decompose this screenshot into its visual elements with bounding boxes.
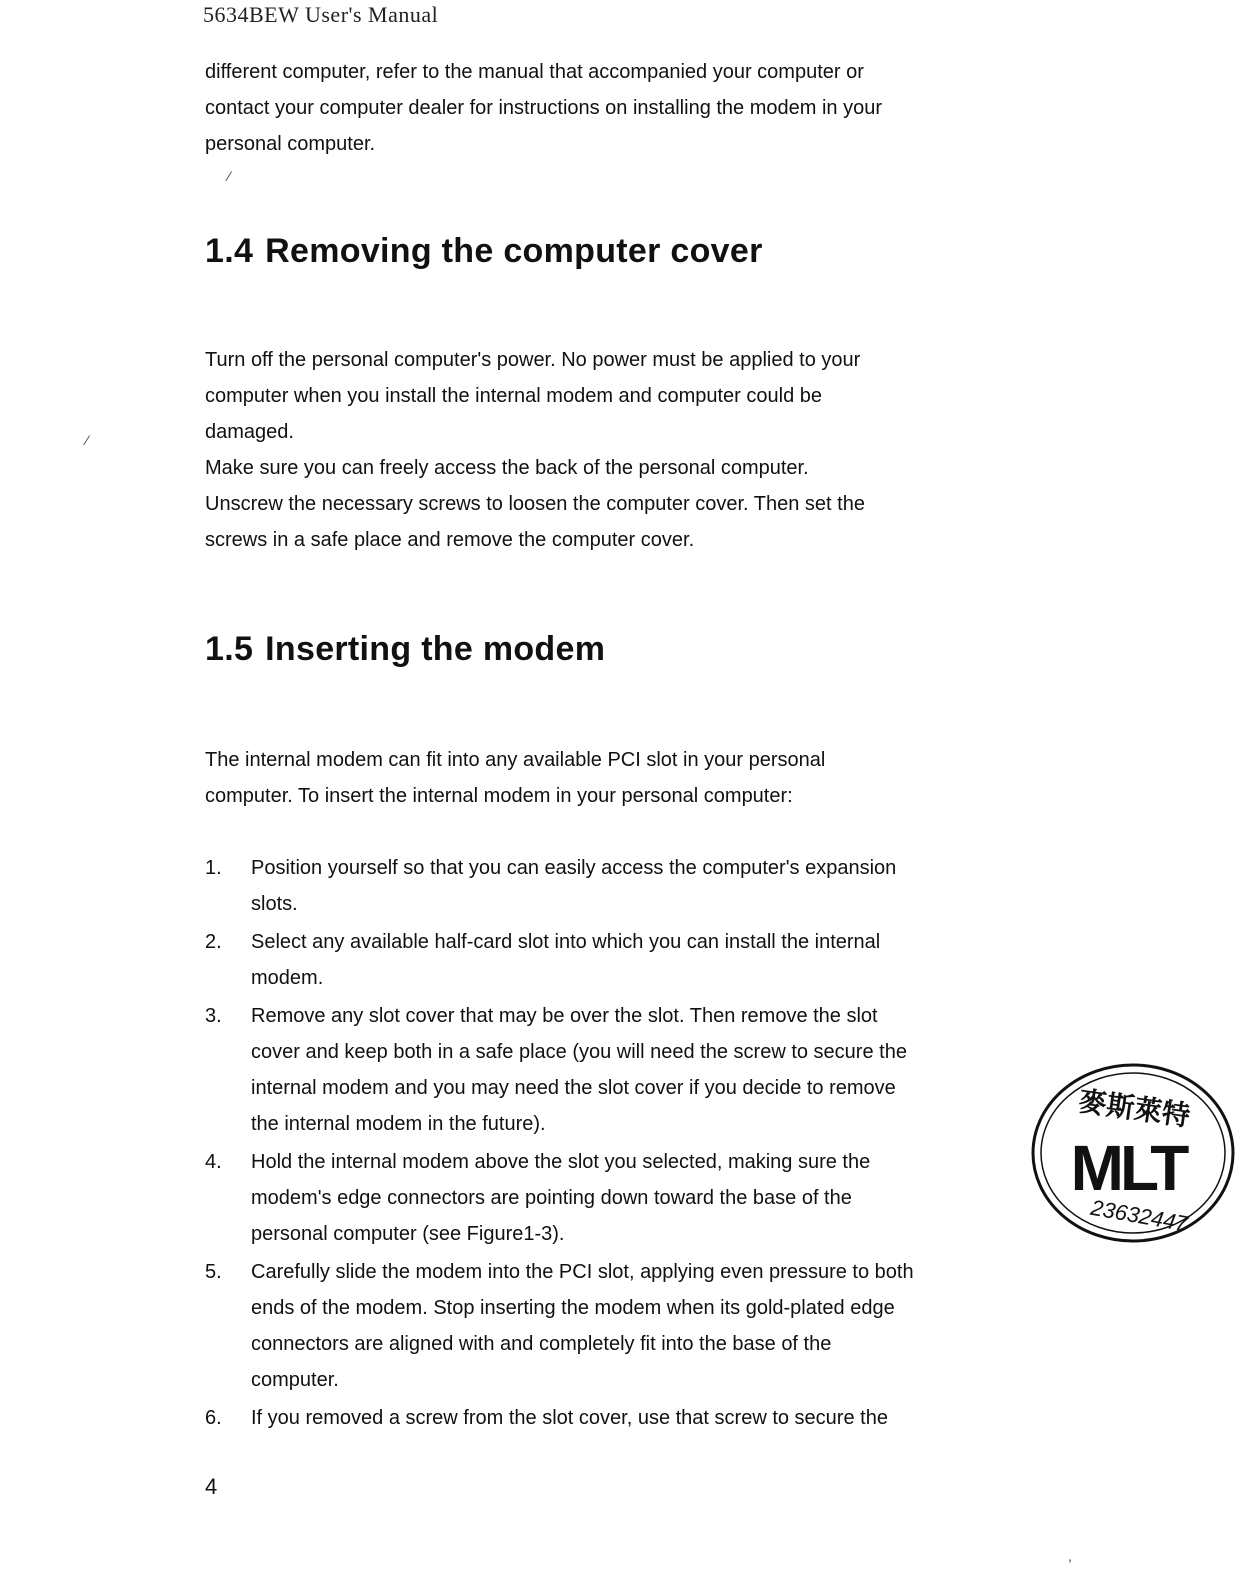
intro-line: personal computer. bbox=[205, 133, 376, 155]
section-title: Removing the computer cover bbox=[265, 232, 763, 270]
step-line: modem's edge connectors are pointing down toward the base of the bbox=[251, 1187, 852, 1209]
step-line: personal computer (see Figure1-3). bbox=[251, 1223, 565, 1245]
step-line: connectors are aligned with and completely fit into the base of the bbox=[251, 1333, 832, 1355]
step-number: 6. bbox=[205, 1407, 222, 1429]
step-number: 3. bbox=[205, 1005, 222, 1027]
step-line: ends of the modem. Stop inserting the modem when its gold-plated edge bbox=[251, 1297, 895, 1319]
step-line: Hold the internal modem above the slot you selected, making sure the bbox=[251, 1151, 871, 1173]
step-line: modem. bbox=[251, 967, 324, 989]
step-number: 4. bbox=[205, 1151, 222, 1173]
section-1-4-paragraph bbox=[205, 342, 865, 558]
svg-text:23632447: 23632447 bbox=[1088, 1194, 1190, 1237]
step-number: 2. bbox=[205, 931, 222, 953]
list-item bbox=[205, 924, 914, 996]
intro-paragraph bbox=[205, 54, 882, 162]
paragraph-line: computer. To insert the internal modem in your personal computer: bbox=[205, 785, 793, 807]
list-item bbox=[205, 1254, 914, 1398]
step-line: slots. bbox=[251, 893, 298, 915]
list-item bbox=[205, 1144, 914, 1252]
paragraph-line: Turn off the personal computer's power. No power must be applied to your bbox=[205, 349, 861, 371]
step-number: 1. bbox=[205, 857, 222, 879]
svg-text:MLT: MLT bbox=[1070, 1132, 1186, 1204]
scan-speck: , bbox=[1068, 1548, 1072, 1564]
section-title: Inserting the modem bbox=[265, 630, 606, 668]
paragraph-line: Make sure you can freely access the back of the personal computer. bbox=[205, 457, 809, 479]
steps-list bbox=[205, 850, 914, 1438]
intro-line: different computer, refer to the manual that accompanied your computer or bbox=[205, 61, 864, 83]
step-line: internal modem and you may need the slot cover if you decide to remove bbox=[251, 1077, 896, 1099]
list-item bbox=[205, 998, 914, 1142]
scan-speck: ⁄ bbox=[228, 168, 231, 184]
step-line: Remove any slot cover that may be over the slot. Then remove the slot bbox=[251, 1005, 878, 1027]
company-seal-stamp bbox=[1028, 1058, 1238, 1248]
step-line: Select any available half-card slot into which you can install the internal bbox=[251, 931, 881, 953]
list-item bbox=[205, 850, 914, 922]
scan-speck: ⁄ bbox=[86, 432, 89, 448]
section-1-5-intro bbox=[205, 742, 825, 814]
running-header: 5634BEW User's Manual bbox=[203, 2, 439, 27]
step-line: Position yourself so that you can easily access the computer's expansion bbox=[251, 857, 897, 879]
section-1-5-heading bbox=[205, 630, 605, 669]
step-line: the internal modem in the future). bbox=[251, 1113, 546, 1135]
paragraph-line: computer when you install the internal modem and computer could be bbox=[205, 385, 823, 407]
step-line: Carefully slide the modem into the PCI slot, applying even pressure to both bbox=[251, 1261, 914, 1283]
paragraph-line: Unscrew the necessary screws to loosen the computer cover. Then set the bbox=[205, 493, 865, 515]
section-1-4-heading bbox=[205, 232, 763, 271]
svg-text:麥斯萊特: 麥斯萊特 bbox=[1076, 1084, 1193, 1133]
page-number: 4 bbox=[205, 1474, 218, 1499]
step-line: computer. bbox=[251, 1369, 339, 1391]
section-number: 1.5 bbox=[205, 630, 254, 668]
paragraph-line: The internal modem can fit into any available PCI slot in your personal bbox=[205, 749, 826, 771]
step-line: If you removed a screw from the slot cover, use that screw to secure the bbox=[251, 1407, 888, 1429]
step-number: 5. bbox=[205, 1261, 222, 1283]
paragraph-line: screws in a safe place and remove the computer cover. bbox=[205, 529, 695, 551]
step-line: cover and keep both in a safe place (you will need the screw to secure the bbox=[251, 1041, 907, 1063]
section-number: 1.4 bbox=[205, 232, 254, 270]
intro-line: contact your computer dealer for instructions on installing the modem in your bbox=[205, 97, 883, 119]
paragraph-line: damaged. bbox=[205, 421, 294, 443]
list-item bbox=[205, 1400, 914, 1436]
